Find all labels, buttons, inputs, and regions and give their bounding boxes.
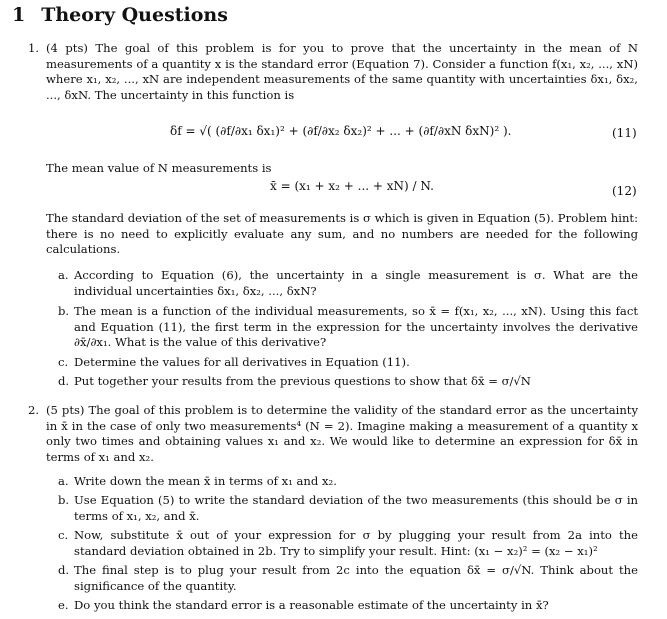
q1-item-b-label: b.	[58, 304, 70, 318]
q1-item-c	[58, 355, 638, 371]
q2-item-b-label: b.	[58, 493, 70, 507]
q2-item-a-label: a.	[58, 474, 69, 488]
equation-12	[270, 179, 434, 193]
equation-11-text: δf = √( (∂f/∂x₁ δx₁)² + (∂f/∂x₂ δx₂)² + ... + (∂f/∂xN δxN)² ).	[170, 124, 512, 138]
q1-item-a-text: According to Equation (6), the uncertainty in a single measurement is σ. What are the individual uncertainties δx₁, δx₂, ..., δxN?	[74, 268, 638, 298]
q1-number: 1.	[28, 41, 40, 55]
q2-item-d-text: The final step is to plug your result from 2c into the equation δx̄ = σ/√N. Think about the significance of the quantity.	[74, 563, 638, 593]
q2-item-c-label: c.	[58, 528, 69, 542]
q2-number: 2.	[28, 403, 40, 417]
q2-item-c	[58, 528, 638, 560]
equation-12-number: (12)	[612, 184, 637, 198]
equation-11-number: (11)	[612, 126, 637, 140]
q2-item-a	[58, 474, 638, 490]
q1-item-a	[58, 268, 638, 300]
q2-item-b	[58, 493, 638, 525]
q2-item-d-label: d.	[58, 563, 70, 577]
q1-intro: (4 pts) The goal of this problem is for you to prove that the uncertainty in the mean of N measurements of a quantity x is the standard error (Equation 7). Consider a function f(x₁, x₂, ..., xN) where x₁, x₂, ..., xN are independent measurements of the same quantity with uncertainties δx₁, δx₂, ..., δxN. The uncertainty in this function is	[46, 41, 638, 102]
section-number: 1	[12, 4, 26, 26]
q1-item-c-label: c.	[58, 355, 69, 369]
q2-item-b-text: Use Equation (5) to write the standard deviation of the two measurements (this should be σ in terms of x₁, x₂, and x̄.	[74, 493, 638, 523]
q2-item-e	[58, 598, 638, 614]
q1-item-b-text: The mean is a function of the individual measurements, so x̄ = f(x₁, x₂, ..., xN). Using this fact and Equation (11), the first term in the expression for the uncertainty involves the derivative ∂x̄/∂x₁. What is the value of this derivative?	[74, 304, 638, 349]
section-title: Theory Questions	[41, 4, 228, 26]
q2-item-e-label: e.	[58, 598, 69, 612]
q1-paragraph-2: The standard deviation of the set of measurements is σ which is given in Equation (5). Problem hint: there is no need to explicitly evaluate any sum, and no numbers are needed for the following calculations.	[46, 211, 638, 256]
q1-item-d-label: d.	[58, 374, 70, 388]
q2-item-c-text: Now, substitute x̄ out of your expression for σ by plugging your result from 2a into the standard deviation obtained in 2b. Try to simplify your result. Hint: (x₁ − x₂)² = (x₂ − x₁)²	[74, 528, 638, 558]
q1-item-a-label: a.	[58, 268, 69, 282]
q1-item-c-text: Determine the values for all derivatives in Equation (11).	[74, 355, 410, 369]
q2-item-d	[58, 563, 638, 595]
equation-11	[170, 114, 600, 154]
q2-intro: (5 pts) The goal of this problem is to determine the validity of the standard error as the uncertainty in x̄ in the case of only two measurements⁴ (N = 2). Imagine making a measurement of a quantity x only two times and obtaining values x₁ and x₂. We would like to determine an expression for δx̄ in terms of x₁ and x₂.	[46, 403, 638, 464]
q1-item-d	[58, 374, 638, 390]
equation-12-text: x̄ = (x₁ + x₂ + ... + xN) / N.	[270, 179, 434, 193]
q1-mean-intro: The mean value of N measurements is	[46, 161, 272, 175]
q2-item-a-text: Write down the mean x̄ in terms of x₁ and x₂.	[74, 474, 337, 488]
q2-item-e-text: Do you think the standard error is a reasonable estimate of the uncertainty in x̄?	[74, 598, 549, 612]
q1-item-b	[58, 304, 638, 352]
section-heading	[12, 4, 228, 26]
q1-item-d-text: Put together your results from the previous questions to show that δx̄ = σ/√N	[74, 374, 531, 388]
